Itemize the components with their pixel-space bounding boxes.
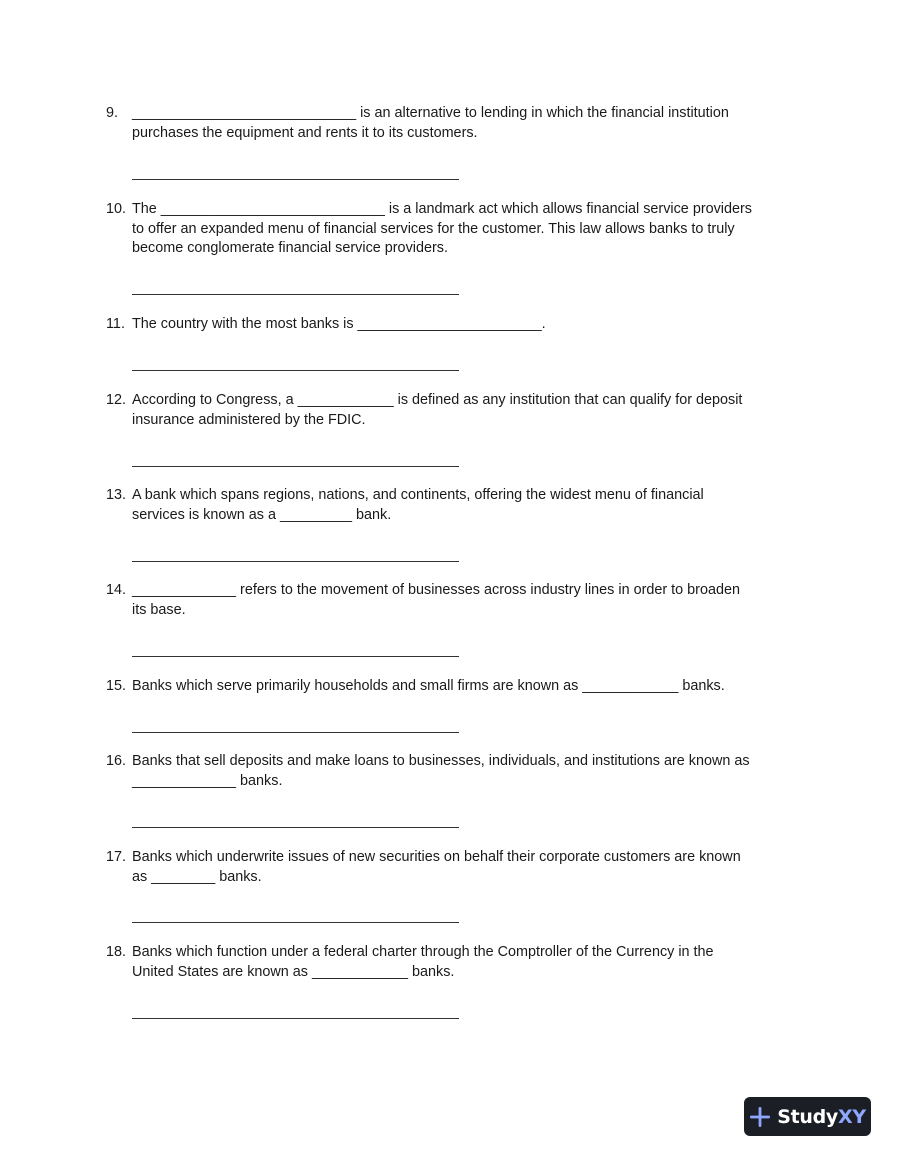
question-text: Banks which underwrite issues of new securities on behalf their corporate customers are known as ________ banks. [132, 849, 741, 885]
question-text: ____________________________ is an alternative to lending in which the financial institution purchases the equipment and rents it to its customers. [132, 105, 729, 141]
answer-line-9[interactable] [132, 179, 459, 180]
question-text: The ____________________________ is a landmark act which allows financial service providers to offer an expanded menu of financial services for the customer. This law allows banks to truly become conglomerate financial service providers. [132, 201, 752, 256]
answer-line-10[interactable] [132, 294, 459, 295]
question-number: 9. [106, 105, 119, 121]
answer-line-15[interactable] [132, 732, 459, 733]
answer-line-17[interactable] [132, 922, 459, 923]
answer-line-13[interactable] [132, 561, 459, 562]
question-text: A bank which spans regions, nations, and continents, offering the widest menu of financial services is known as a _________ bank. [132, 487, 704, 523]
answer-line-16[interactable] [132, 827, 459, 828]
brand-name [777, 1106, 866, 1128]
question-number: 16. [106, 753, 127, 769]
studyxy-logo[interactable] [744, 1097, 871, 1136]
question-text: According to Congress, a ____________ is defined as any institution that can qualify for deposit insurance administered by the FDIC. [132, 392, 743, 428]
question-number: 12. [106, 392, 127, 408]
question-number: 15. [106, 678, 127, 694]
question-text: Banks which serve primarily households and small firms are known as ____________ banks. [132, 678, 725, 694]
question-text: Banks which function under a federal charter through the Comptroller of the Currency in the United States are known as ____________ banks. [132, 944, 714, 980]
question-number: 10. [106, 201, 127, 217]
question-number: 18. [106, 944, 127, 960]
question-text: _____________ refers to the movement of businesses across industry lines in order to broaden its base. [132, 582, 740, 618]
question-number: 13. [106, 487, 127, 503]
question-number: 11. [106, 316, 125, 332]
answer-line-14[interactable] [132, 656, 459, 657]
answer-line-18[interactable] [132, 1018, 459, 1019]
plus-icon [749, 1106, 771, 1128]
question-text: The country with the most banks is _______________________. [132, 316, 546, 332]
question-number: 17. [106, 849, 127, 865]
answer-line-11[interactable] [132, 370, 459, 371]
question-text: Banks that sell deposits and make loans to businesses, individuals, and institutions are known as _____________ banks. [132, 753, 750, 789]
question-number: 14. [106, 582, 127, 598]
answer-line-12[interactable] [132, 466, 459, 467]
brand-name-main: Study [777, 1105, 838, 1128]
brand-name-accent: XY [837, 1105, 866, 1128]
